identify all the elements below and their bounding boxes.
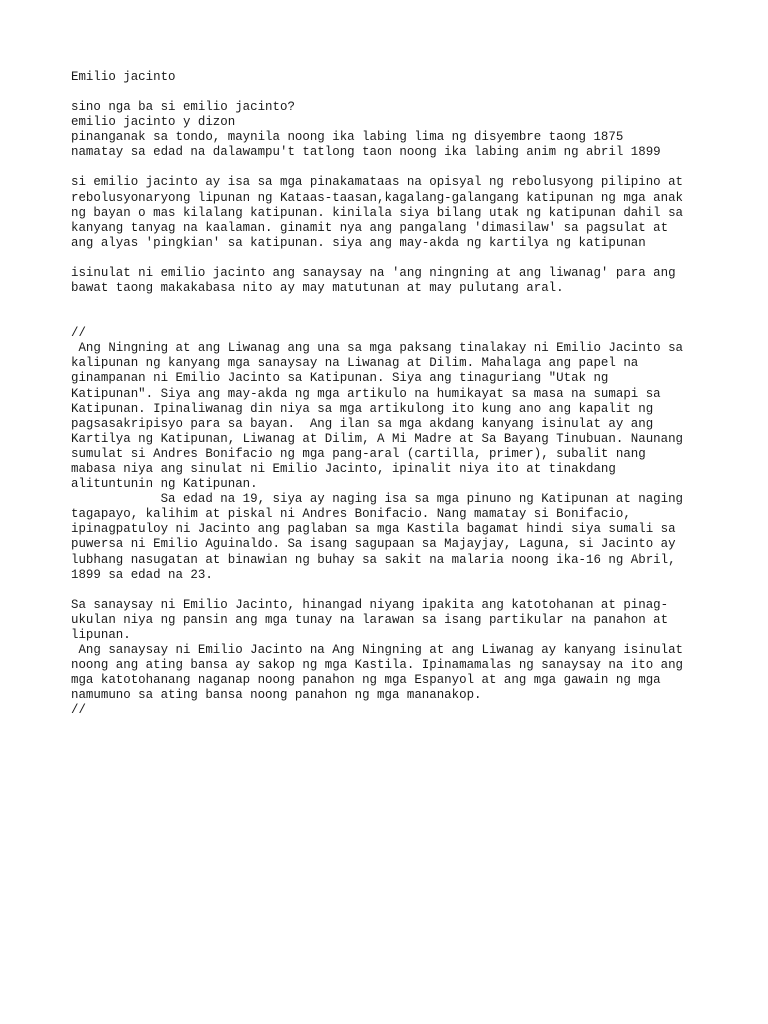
intro-line: emilio jacinto y dizon xyxy=(71,115,236,130)
spacer xyxy=(71,251,731,266)
document-body xyxy=(71,70,731,718)
spacer xyxy=(71,160,731,175)
spacer xyxy=(71,583,731,598)
paragraph-line: tagapayo, kalihim at piskal ni Andres Bonifacio. Nang mamatay si Bonifacio, xyxy=(71,507,631,522)
intro-line: pinanganak sa tondo, maynila noong ika labing lima ng disyembre taong 1875 xyxy=(71,130,624,145)
paragraph-line: noong ang ating bansa ay sakop ng mga Kastila. Ipinamamalas ng sanaysay na ito ang xyxy=(71,658,684,673)
paragraph-line: lubhang nasugatan at binawian ng buhay sa sakit na malaria noong ika-16 ng Abril, xyxy=(71,552,676,567)
paragraph-line: alituntunin ng Katipunan. xyxy=(71,477,258,492)
paragraph-line: ipinagpatuloy ni Jacinto ang paglaban sa mga Kastila bagamat hindi siya sumali sa xyxy=(71,522,676,537)
paragraph-line: Ang sanaysay ni Emilio Jacinto na Ang Ningning at ang Liwanag ay kanyang isinulat xyxy=(71,643,684,657)
paragraph-line: namumuno sa ating bansa noong panahon ng mga mananakop. xyxy=(71,688,482,703)
spacer xyxy=(71,85,731,100)
document-title: Emilio jacinto xyxy=(71,70,176,84)
paragraph-line: pagsasakripisyo para sa bayan. Ang ilan sa mga akdang kanyang isinulat ay ang xyxy=(71,416,654,431)
intro-block xyxy=(71,100,731,160)
paragraph-3 xyxy=(71,326,731,583)
paragraph-4 xyxy=(71,598,731,719)
paragraph-line: Katipunan". Siya ang may-akda ng mga artikulo na humikayat sa masa na sumapi sa xyxy=(71,386,661,401)
paragraph-line: isinulat ni emilio jacinto ang sanaysay na 'ang ningning at ang liwanag' para ang xyxy=(71,265,676,280)
paragraph-line: puwersa ni Emilio Aguinaldo. Sa isang sagupaan sa Majayjay, Laguna, si Jacinto ay xyxy=(71,537,676,552)
intro-line: namatay sa edad na dalawampu't tatlong taon noong ika labing anim ng abril 1899 xyxy=(71,145,661,160)
paragraph-line: ng bayan o mas kilalang katipunan. kinilala siya bilang utak ng katipunan dahil sa xyxy=(71,205,684,220)
paragraph-line: Sa edad na 19, siya ay naging isa sa mga pinuno ng Katipunan at naging xyxy=(71,492,684,507)
paragraph-line: 1899 sa edad na 23. xyxy=(71,567,213,582)
paragraph-line: bawat taong makakabasa nito ay may matutunan at may pulutang aral. xyxy=(71,281,564,296)
paragraph-line: mabasa niya ang sinulat ni Emilio Jacinto, ipinalit niya ito at tinakdang xyxy=(71,461,616,476)
paragraph-line: ginampanan ni Emilio Jacinto sa Katipunan. Siya ang tinaguriang "Utak ng xyxy=(71,371,609,386)
paragraph-line: sumulat si Andres Bonifacio ng mga pang-aral (cartilla, primer), subalit nang xyxy=(71,446,646,461)
paragraph-line: Kartilya ng Katipunan, Liwanag at Dilim, A Mi Madre at Sa Bayang Tinubuan. Naunang xyxy=(71,431,684,446)
paragraph-line: si emilio jacinto ay isa sa mga pinakamataas na opisyal ng rebolusyong pilipino at xyxy=(71,175,684,190)
spacer xyxy=(71,296,731,326)
paragraph-line: Katipunan. Ipinaliwanag din niya sa mga artikulong ito kung ano ang kapalit ng xyxy=(71,401,654,416)
paragraph-line: lipunan. xyxy=(71,627,131,642)
paragraph-line: // xyxy=(71,703,86,718)
paragraph-line: mga katotohanang naganap noong panahon ng mga Espanyol at ang mga gawain ng mga xyxy=(71,673,661,688)
paragraph-2 xyxy=(71,266,731,296)
paragraph-1 xyxy=(71,175,731,250)
paragraph-line: kanyang tanyag na kaalaman. ginamit nya ang pangalang 'dimasilaw' sa pagsulat at xyxy=(71,220,669,235)
paragraph-line: ukulan niya ng pansin ang mga tunay na larawan sa isang partikular na panahon at xyxy=(71,612,669,627)
paragraph-line: Sa sanaysay ni Emilio Jacinto, hinangad niyang ipakita ang katotohanan at pinag- xyxy=(71,597,669,612)
paragraph-line: rebolusyonaryong lipunan ng Kataas-taasan,kagalang-galangang katipunan ng mga anak xyxy=(71,190,684,205)
paragraph-line: // xyxy=(71,326,86,341)
paragraph-line: Ang Ningning at ang Liwanag ang una sa mga paksang tinalakay ni Emilio Jacinto sa xyxy=(71,341,684,356)
paragraph-line: kalipunan ng kanyang mga sanaysay na Liwanag at Dilim. Mahalaga ang papel na xyxy=(71,356,639,371)
intro-line: sino nga ba si emilio jacinto? xyxy=(71,100,295,115)
paragraph-line: ang alyas 'pingkian' sa katipunan. siya ang may-akda ng kartilya ng katipunan xyxy=(71,235,646,250)
